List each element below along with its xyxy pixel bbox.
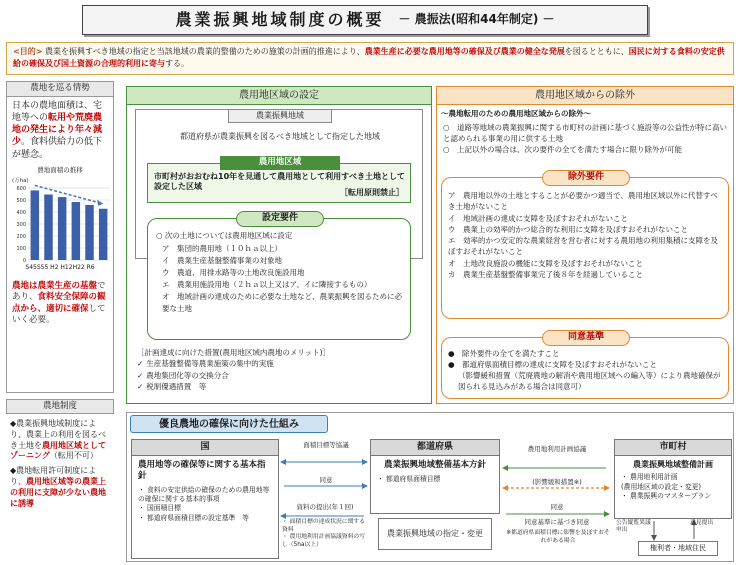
farmland-system-item-1-post: （転用不可） — [49, 451, 98, 461]
exclusion-requirement-item: ア 農用地以外の土地とすることが必要かつ適当で、農用地区域以外に代替すべき土地がないこと — [448, 191, 718, 212]
measure-item — [137, 381, 427, 392]
residents-box: 権利者・地域住民 — [638, 541, 718, 556]
purpose-box — [6, 42, 734, 75]
farm-area-box — [147, 157, 411, 203]
bullet-diamond: ◆ — [10, 419, 17, 428]
chart-bar-H12 — [72, 202, 80, 260]
arrow-label-land-plan: 農用地利用計画協議 — [527, 445, 587, 453]
title-box — [82, 5, 648, 35]
exclusion-requirements-list — [448, 190, 724, 280]
farmland-system-item-2-text: 農地転用許可制度により、 — [10, 466, 97, 486]
measure-text: 生産基盤整備等農業施策の集中的実施 — [146, 359, 274, 369]
measure-text: 税制優遇措置 等 — [146, 381, 207, 391]
setting-requirements-heading: 設定要件 — [236, 211, 324, 227]
farmland-system-heading: 農地制度 — [6, 399, 114, 414]
purpose-text-1: 農業を振興すべき地域の指定と当該地域の農業的整備のための施策の計画的推進により、 — [44, 47, 365, 56]
farmland-system-text — [6, 416, 114, 548]
public-notice-label: 公告縦覧異議申出 — [616, 520, 651, 533]
setting-requirement-item: ウ 農道、用排水路等の土地改良施設用地 — [162, 268, 305, 277]
purpose-tag: <目的> — [13, 47, 43, 56]
exclusion-requirement-item: ウ 農業上の効率的かつ総合的な利用に支障を及ぼすおそれがないこと — [448, 224, 688, 234]
consent-list — [448, 349, 726, 393]
exclusion-panel — [436, 86, 734, 404]
situation-bottom-text-2: していく必要。 — [12, 303, 106, 326]
exclusion-circles — [443, 123, 729, 156]
setting-panel — [126, 86, 432, 404]
national-items — [132, 484, 278, 525]
chart-bar-H2 — [58, 197, 66, 260]
consent-item: ● 除外要件の全てを満たすこと — [448, 349, 560, 358]
municipal-item: ・ 農用地利用計画 — [621, 473, 678, 482]
exclusion-subtitle: ～農地転用のための農用地区域からの除外～ — [441, 109, 591, 118]
national-item: ・ 食料の安定供給の確保のための農用地等の確保に関する基本的事項 — [138, 486, 270, 504]
municipal-heading: 市町村 — [615, 440, 731, 456]
farm-area-note: ［転用原則禁止］ — [340, 188, 404, 197]
exclusion-circle-item: ○ 上記以外の場合は、次の要件の全てを満たす場合に限り除外が可能 — [443, 144, 683, 154]
measure-item — [137, 370, 427, 381]
farmland-area-chart — [8, 174, 114, 266]
chart-bar-H22 — [85, 205, 93, 260]
farmland-system-item-1-text: 農業振興地域制度により、農業上の利用を図るべき土地を — [10, 419, 106, 450]
farm-area-text: 市町村がおおむね10年を見通して農用地として利用すべき土地として設定した区域 — [154, 172, 405, 192]
measures-heading: ［計画達成に向けた措置(農用地区域内農地のメリット)］ — [137, 348, 331, 357]
setting-requirement-item: エ 農業用施設用地（２ｈａ以上又はア、イに隣接するもの） — [162, 280, 372, 289]
arrow-label-consent-basis: 同意基準に基づき同意 — [524, 518, 590, 526]
prefecture-heading: 都道府県 — [371, 440, 499, 456]
chart-y-tick-label: 0 — [22, 258, 26, 265]
opinion-label: 意見提出 — [690, 520, 714, 526]
exclusion-requirements-heading: 除外要件 — [542, 170, 630, 186]
exclusion-heading: 農用地区域からの除外 — [437, 87, 733, 105]
municipal-box — [614, 439, 732, 519]
measure-item — [137, 358, 427, 369]
situation-bottom — [7, 278, 113, 330]
arrow-label-data: 資料の提出(年１回) — [296, 503, 354, 511]
check-icon: ✓ — [137, 370, 144, 380]
national-box — [131, 439, 279, 559]
chart-x-labels: S45S55 H2 H12H22 R6 — [25, 264, 95, 272]
chart-ylabel: (万ha) — [12, 178, 29, 185]
page-title: 農業振興地域制度の概要 — [175, 9, 385, 29]
setting-requirements-box — [147, 213, 411, 340]
prefecture-item: ・ 都道府県面積目標 — [377, 475, 441, 484]
chart-bar-R6 — [99, 209, 107, 260]
chart-bar-S45 — [31, 191, 39, 261]
prefecture-designation-box: 農業振興地域の指定・変更 — [378, 518, 492, 550]
setting-requirement-item: オ 地域計画の達成のために必要な土地など、農業振興を図るために必要な土地 — [162, 292, 402, 313]
municipal-item: ・ 農業振興のマスタープラン — [621, 491, 712, 500]
measures — [137, 347, 427, 392]
arrow-label-doc-1: ・ 面積目標の達成状況に関する資料 — [282, 519, 365, 533]
arrow-label-area-target: 面積目標等協議 — [303, 441, 349, 449]
national-title: 農用地等の確保等に関する基本指針 — [138, 460, 266, 482]
situation-panel — [6, 81, 114, 393]
exclusion-requirement-item: イ 地域計画の達成に支障を及ぼすおそれがないこと — [448, 213, 628, 223]
nogyo-region-text: 都道府県が農業振興を図るべき地域として指定した地域 — [180, 132, 380, 141]
national-heading: 国 — [132, 440, 278, 456]
chart-trend-arrowhead — [97, 200, 103, 206]
situation-bottom-highlight-2: 食料安全保障の観点から、適切に確保 — [12, 292, 106, 314]
arrow-label-consent: 同意 — [319, 476, 333, 484]
municipal-item: (農用地区域の設定・変更) — [621, 482, 702, 491]
situation-highlight: 転用や荒廃農地の発生により年々減少 — [12, 113, 103, 148]
situation-bottom-text-1: であり、 — [12, 280, 106, 303]
setting-requirements-intro: ○ 次の土地については農用地区域に設定 — [156, 231, 293, 240]
national-item: ・ 都道府県面積目標の設定基準 等 — [138, 513, 249, 522]
farmland-system-item-2-highlight: 農用地区域等の農業上の利用に支障が少ない農地に誘導 — [10, 476, 106, 508]
chart-y-tick-label: 100 — [16, 246, 26, 253]
arrow-label-doc-2: ・ 農用地利用計画協議資料の写し（5ha以上） — [282, 534, 365, 548]
municipal-items — [615, 472, 731, 502]
chart-y-tick-label: 300 — [16, 222, 26, 229]
municipal-title: 農業振興地域整備計画 — [633, 460, 713, 469]
exclusion-circle-item: ○ 道路等地域の農業振興に関する市町村の計画に基づく施設等の公益性が特に高いと認められる事業の用に供する土地 — [443, 123, 728, 143]
chart-y-tick-label: 200 — [16, 234, 26, 241]
arrow-label-docs — [282, 519, 368, 549]
exclusion-requirement-item: オ 土地改良施設の機能に支障を及ぼすおそれがないこと — [448, 258, 643, 268]
exclusion-requirement-item: エ 効率的かつ安定的な農業経営を営む者に対する農用地の利用集積に支障を及ぼすおそれがないこと — [448, 236, 718, 257]
arrow-label-note: ※都道府県面積目標に影響を及ぼすおそれがある場合 — [506, 530, 610, 544]
consent-sub: （影響緩和措置（荒廃農地の解消や農用地区域への編入等）により農地確保が図られる見込みがある場合は同意可） — [458, 370, 721, 391]
prefecture-title: 農業振興地域整備基本方針 — [383, 460, 486, 470]
setting-heading: 農用地区域の設定 — [127, 87, 431, 105]
chart-bars — [31, 191, 108, 261]
farmland-system-item-1 — [10, 419, 110, 462]
arrow-label-consent-2: 同意 — [550, 503, 564, 511]
situation-bottom-highlight: 農地は農業生産の基盤 — [12, 280, 98, 291]
consent-box — [441, 332, 729, 399]
check-icon: ✓ — [137, 359, 144, 369]
purpose-highlight-2: 国民に対する食料の安定供給の確保及び国土資源の合理的利用に寄与 — [13, 47, 725, 69]
national-item: ・ 国面積目標 — [138, 504, 181, 513]
situation-text — [7, 97, 113, 164]
farmland-system-item-2 — [10, 466, 110, 509]
exclusion-requirement-item: カ 農業生産基盤整備事業完了後８年を経過していること — [448, 269, 643, 279]
farmland-system-item-1-highlight: 農用地区域としてゾーニング — [10, 440, 106, 461]
purpose-highlight-1: 農業生産に必要な農用地等の確保及び農業の健全な発展 — [364, 47, 565, 56]
purpose-text-3: する。 — [165, 59, 189, 69]
nogyo-region-heading: 農業振興地域 — [228, 109, 332, 123]
check-icon: ✓ — [137, 381, 144, 391]
page-subtitle: － 農振法(昭和44年制定) － — [398, 12, 555, 27]
exclusion-requirements-box — [441, 172, 729, 319]
setting-requirements-list — [162, 243, 406, 315]
chart-y-tick-label: 400 — [16, 210, 26, 217]
bullet-diamond: ◆ — [10, 466, 17, 476]
chart-y-tick-label: 600 — [16, 186, 26, 193]
arrow-label-mitigation: (影響緩和措置※) — [532, 478, 582, 486]
prefecture-box — [370, 439, 500, 514]
chart-bar-S55 — [44, 195, 52, 261]
situation-text-1: 日本の農地面積は、宅地等への — [12, 101, 103, 124]
situation-heading: 農地を巡る情勢 — [7, 82, 113, 97]
setting-requirement-item: イ 農業生産基盤整備事業の対象地 — [162, 256, 282, 265]
purpose-text-2: を図るとともに、 — [564, 47, 629, 56]
farm-area-heading: 農用地区域 — [220, 156, 340, 170]
chart-title: 農地面積の推移 — [37, 165, 83, 174]
framework-heading: 優良農地の確保に向けた仕組み — [130, 415, 328, 433]
consent-item: ● 都道府県面積目標の達成に支障を及ぼすおそれがないこと — [448, 359, 658, 369]
consent-heading: 同意基準 — [542, 330, 630, 346]
measure-text: 農地集団化等の交換分合 — [146, 370, 229, 380]
situation-text-2: 。食料供給力の低下が懸念。 — [12, 137, 103, 160]
setting-requirement-item: ア 集団的農用地（１０ｈａ以上） — [162, 244, 282, 253]
chart-y-tick-label: 500 — [16, 198, 26, 205]
